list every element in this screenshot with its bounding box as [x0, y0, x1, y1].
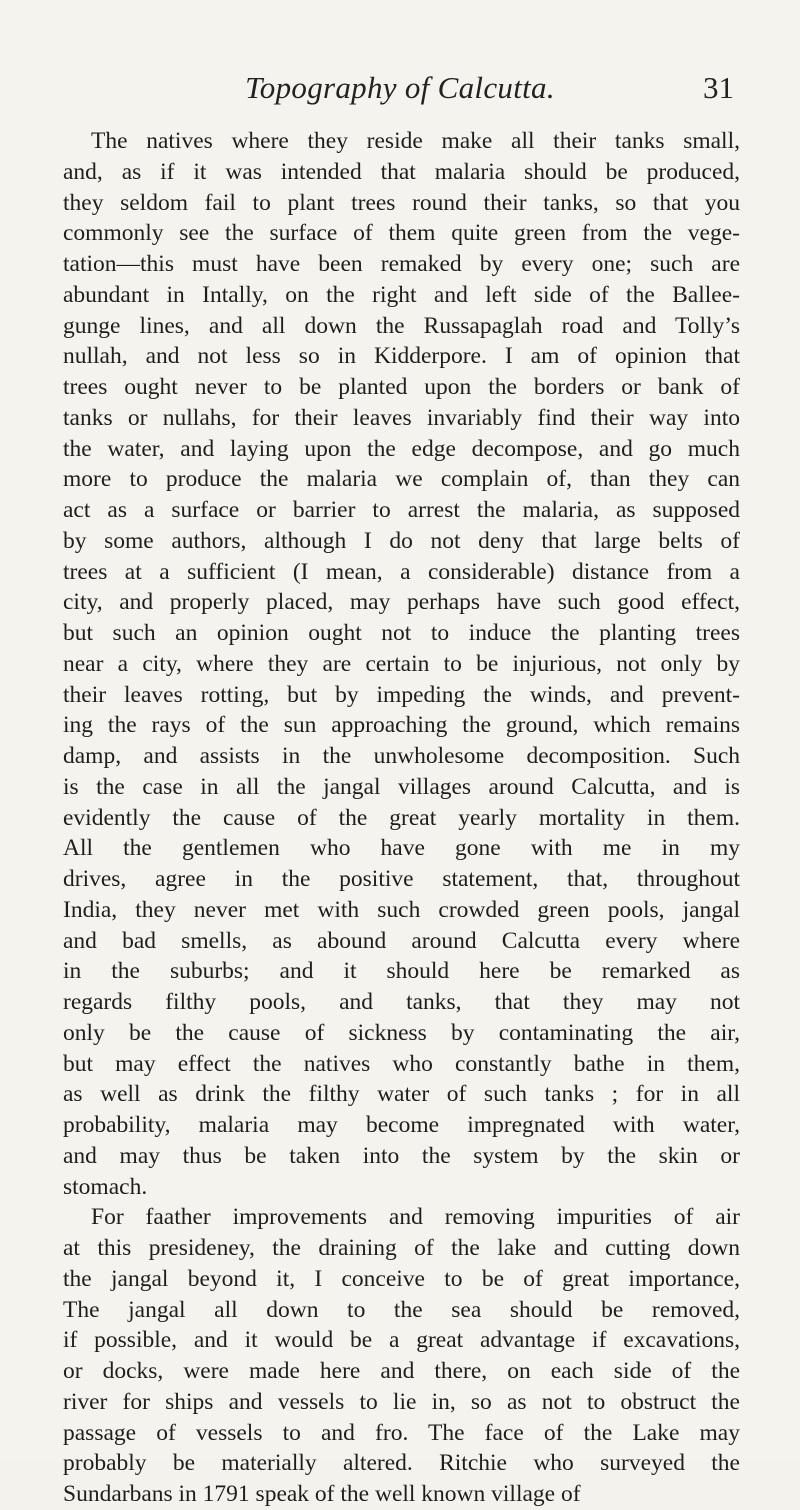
text-line: trees ought never to be planted upon the borders or bank of	[63, 374, 740, 400]
text-line: is the case in all the jangal villages around Calcutta, and is	[63, 773, 740, 800]
text-line: probably be materially altered. Ritchie who surveyed the	[63, 1450, 740, 1477]
text-line: The natives where they reside make all their tanks small,	[91, 128, 740, 154]
text-line: they seldom fail to plant trees round their tanks, so that you	[63, 189, 740, 216]
text-line: if possible, and it would be a great advantage if excavations,	[63, 1327, 740, 1354]
text-line: The jangal all down to the sea should be removed,	[63, 1296, 740, 1323]
text-line: drives, agree in the positive statement, that, throughout	[63, 866, 740, 892]
text-line: the water, and laying upon the edge decompose, and go much	[63, 435, 740, 462]
text-line: at this presideney, the draining of the lake and cutting down	[63, 1235, 740, 1261]
text-line: All the gentlemen who have gone with me in my	[63, 835, 740, 862]
text-line: gunge lines, and all down the Russapaglah road and Tolly’s	[63, 312, 740, 339]
text-line: and, as if it was intended that malaria should be produced,	[63, 158, 740, 185]
text-line: India, they never met with such crowded green pools, jangal	[63, 896, 740, 923]
text-line: tanks or nullahs, for their leaves invariably find their way into	[63, 404, 740, 431]
paragraph	[63, 126, 740, 1202]
paragraph	[63, 1202, 740, 1510]
text-line: damp, and assists in the unwholesome decomposition. Such	[63, 743, 740, 769]
text-line: probability, malaria may become impregnated with water,	[63, 1112, 740, 1138]
text-line: or docks, were made here and there, on each side of the	[63, 1358, 740, 1384]
page-number: 31	[703, 70, 734, 105]
text-line: abundant in Intally, on the right and left side of the Ballee-	[63, 281, 740, 308]
text-line: city, and properly placed, may perhaps have such good effect,	[63, 589, 740, 616]
text-line: commonly see the surface of them quite green from the vege-	[63, 220, 740, 247]
text-line: in the suburbs; and it should here be remarked as	[63, 958, 740, 985]
text-line: stomach.	[63, 1173, 148, 1200]
text-line: tation—this must have been remaked by every one; such are	[63, 251, 740, 277]
text-line: and may thus be taken into the system by the skin or	[63, 1142, 740, 1169]
text-line: their leaves rotting, but by impeding the winds, and prevent-	[63, 681, 740, 708]
text-line: as well as drink the filthy water of such tanks ; for in all	[63, 1081, 740, 1108]
text-line: but may effect the natives who constantly bathe in them,	[63, 1050, 740, 1077]
body-text	[63, 126, 740, 1510]
text-line: but such an opinion ought not to induce the planting trees	[63, 620, 740, 646]
text-line: the jangal beyond it, I conceive to be of great importance,	[63, 1265, 740, 1292]
page-header	[60, 70, 740, 110]
text-line: passage of vessels to and fro. The face of the Lake may	[63, 1419, 740, 1446]
running-title: Topography of Calcutta.	[245, 70, 555, 105]
text-line: near a city, where they are certain to be injurious, not only by	[63, 650, 740, 677]
text-line: regards filthy pools, and tanks, that they may not	[63, 989, 740, 1015]
text-line: nullah, and not less so in Kidderpore. I am of opinion that	[63, 343, 740, 370]
text-line: and bad smells, as abound around Calcutta every where	[63, 927, 740, 954]
text-line: evidently the cause of the great yearly mortality in them.	[63, 804, 740, 831]
text-line: river for ships and vessels to lie in, so as not to obstruct the	[63, 1388, 740, 1415]
text-line: trees at a sufficient (I mean, a considerable) distance from a	[63, 558, 740, 585]
text-line: For faather improvements and removing impurities of air	[91, 1204, 740, 1231]
text-line: ing the rays of the sun approaching the ground, which remains	[63, 712, 740, 739]
text-line: by some authors, although I do not deny that large belts of	[63, 527, 740, 554]
text-line: only be the cause of sickness by contaminating the air,	[63, 1019, 740, 1046]
text-line: more to produce the malaria we complain of, than they can	[63, 466, 740, 493]
text-line: Sundarbans in 1791 speak of the well known village of	[63, 1481, 581, 1507]
text-line: act as a surface or barrier to arrest the malaria, as supposed	[63, 497, 740, 523]
